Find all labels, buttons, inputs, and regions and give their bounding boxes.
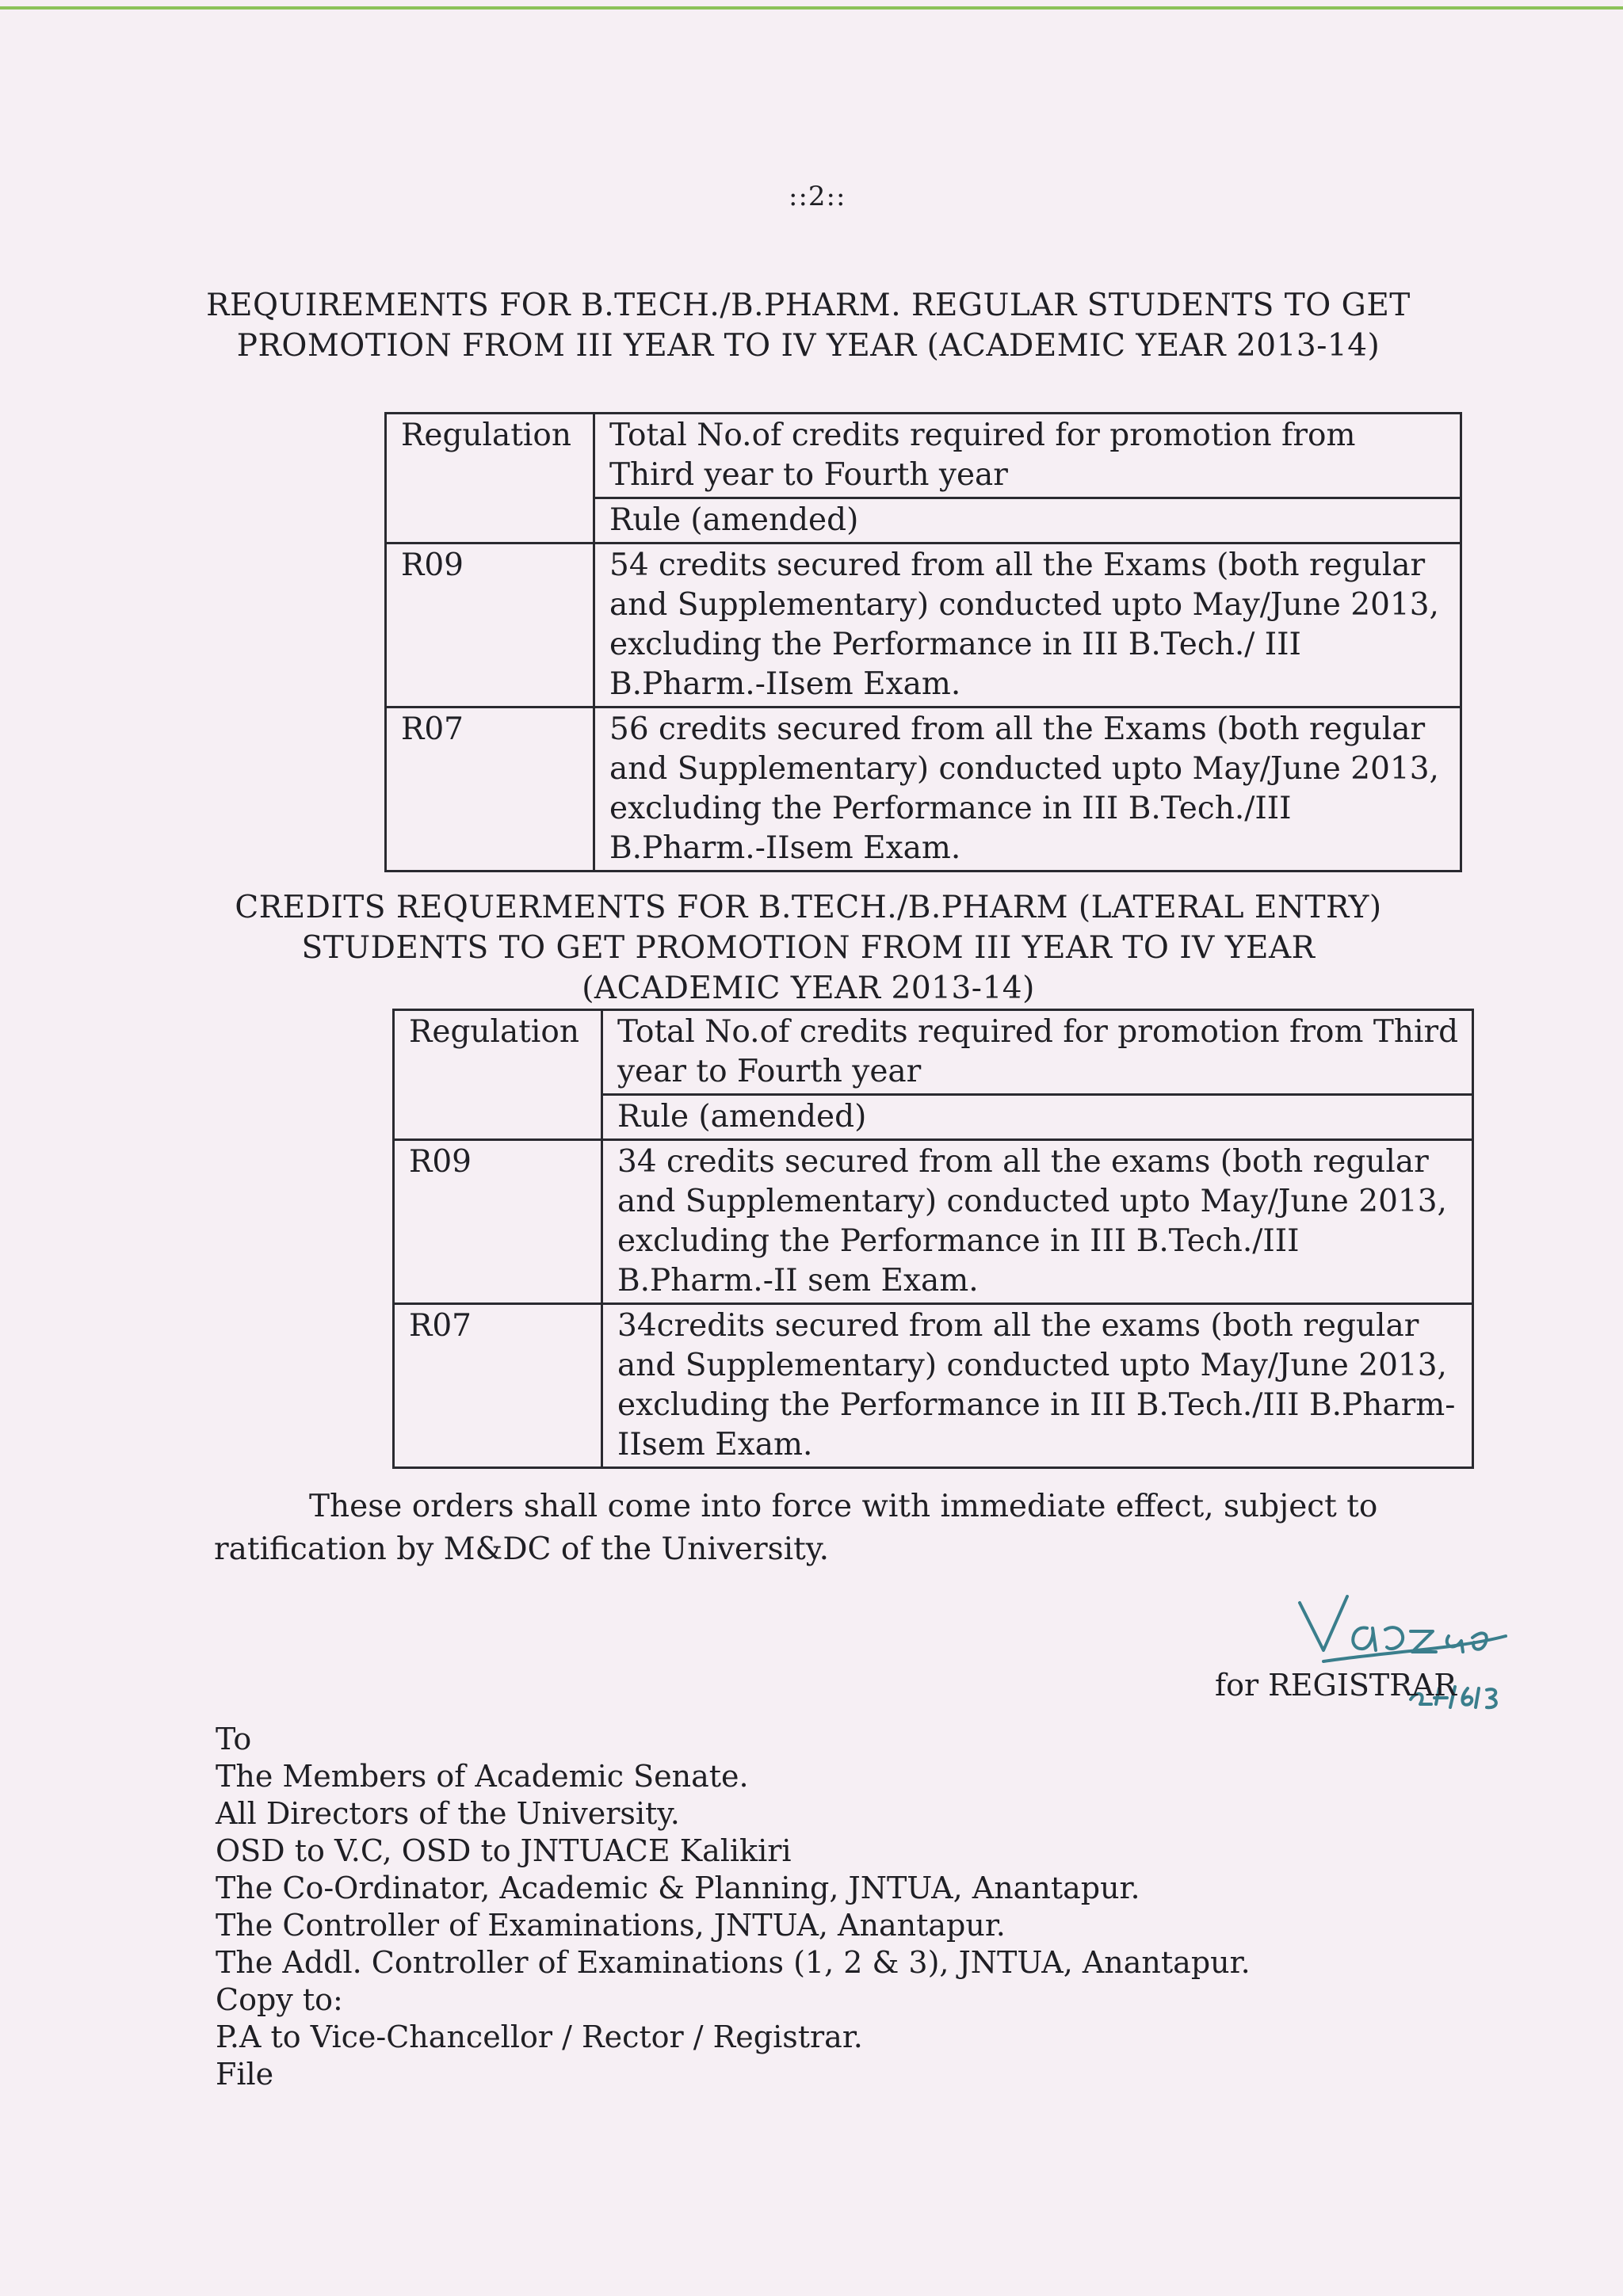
table-row: [386, 543, 1461, 707]
table-header-row: [394, 1010, 1473, 1095]
rule-cell: 34 credits secured from all the exams (both regular and Supplementary) conducted upto May/June 2013, excluding the Performance in III B.Tech./III B.Pharm.-II sem Exam.: [602, 1140, 1473, 1304]
recipients-block: [216, 1721, 1251, 2093]
list-item: The Controller of Examinations, JNTUA, Anantapur.: [216, 1908, 1006, 1943]
credits-column-header: Total No.of credits required for promotion from Third year to Fourth year: [594, 414, 1461, 498]
list-item: The Co-Ordinator, Academic & Planning, JNTUA, Anantapur.: [216, 1871, 1140, 1905]
section2-heading: [230, 887, 1387, 1009]
handwritten-signature: [1292, 1589, 1514, 1723]
rule-amended-header: Rule (amended): [602, 1095, 1473, 1140]
table-header-row: [386, 414, 1461, 498]
page-number: ::2::: [789, 181, 846, 212]
table-row: [394, 1140, 1473, 1304]
regular-students-credits-table: [384, 412, 1462, 872]
regulation-cell: R09: [394, 1140, 602, 1304]
section1-heading-line1: REQUIREMENTS FOR B.TECH./B.PHARM. REGULAR STUDENTS TO GET: [206, 288, 1411, 323]
list-item: OSD to V.C, OSD to JNTUACE Kalikiri: [216, 1833, 792, 1868]
list-item: The Addl. Controller of Examinations (1, 2 & 3), JNTUA, Anantapur.: [216, 1945, 1251, 1980]
signatory-label: for REGISTRAR: [1215, 1668, 1457, 1703]
regulation-cell: R09: [386, 543, 594, 707]
orders-paragraph: These orders shall come into force with immediate effect, subject to ratification by M&DC of the University.: [214, 1489, 1378, 1567]
list-item: File: [216, 2057, 274, 2092]
regulation-column-header: Regulation: [394, 1010, 602, 1140]
regulation-cell: R07: [394, 1304, 602, 1468]
to-label: To: [216, 1722, 252, 1756]
list-item: P.A to Vice-Chancellor / Rector / Registrar.: [216, 2019, 863, 2054]
table-row: [394, 1304, 1473, 1468]
credits-column-header: Total No.of credits required for promotion from Third year to Fourth year: [602, 1010, 1473, 1095]
rule-amended-header: Rule (amended): [594, 498, 1461, 543]
lateral-entry-credits-table: [392, 1009, 1474, 1469]
list-item: The Members of Academic Senate.: [216, 1759, 749, 1794]
list-item: All Directors of the University.: [216, 1796, 680, 1831]
section2-heading-line2: STUDENTS TO GET PROMOTION FROM III YEAR TO IV YEAR: [301, 930, 1316, 966]
regulation-column-header: Regulation: [386, 414, 594, 543]
section2-heading-line1: CREDITS REQUERMENTS FOR B.TECH./B.PHARM (LATERAL ENTRY): [235, 890, 1382, 925]
table-row: [386, 707, 1461, 871]
regulation-cell: R07: [386, 707, 594, 871]
rule-cell: 56 credits secured from all the Exams (both regular and Supplementary) conducted upto May/June 2013, excluding the Performance in III B.Tech./III B.Pharm.-IIsem Exam.: [594, 707, 1461, 871]
section1-heading-line2: PROMOTION FROM III YEAR TO IV YEAR (ACADEMIC YEAR 2013-14): [236, 328, 1381, 364]
section2-heading-line3: (ACADEMIC YEAR 2013-14): [582, 971, 1035, 1006]
copy-to-label: Copy to:: [216, 1982, 343, 2017]
rule-cell: 34credits secured from all the exams (both regular and Supplementary) conducted upto May/June 2013, excluding the Performance in III B.Tech./III B.Pharm-IIsem Exam.: [602, 1304, 1473, 1468]
section1-heading: [198, 285, 1419, 366]
top-edge-rule: [0, 6, 1623, 10]
rule-cell: 54 credits secured from all the Exams (both regular and Supplementary) conducted upto May/June 2013, excluding the Performance in III B.Tech./ III B.Pharm.-IIsem Exam.: [594, 543, 1461, 707]
